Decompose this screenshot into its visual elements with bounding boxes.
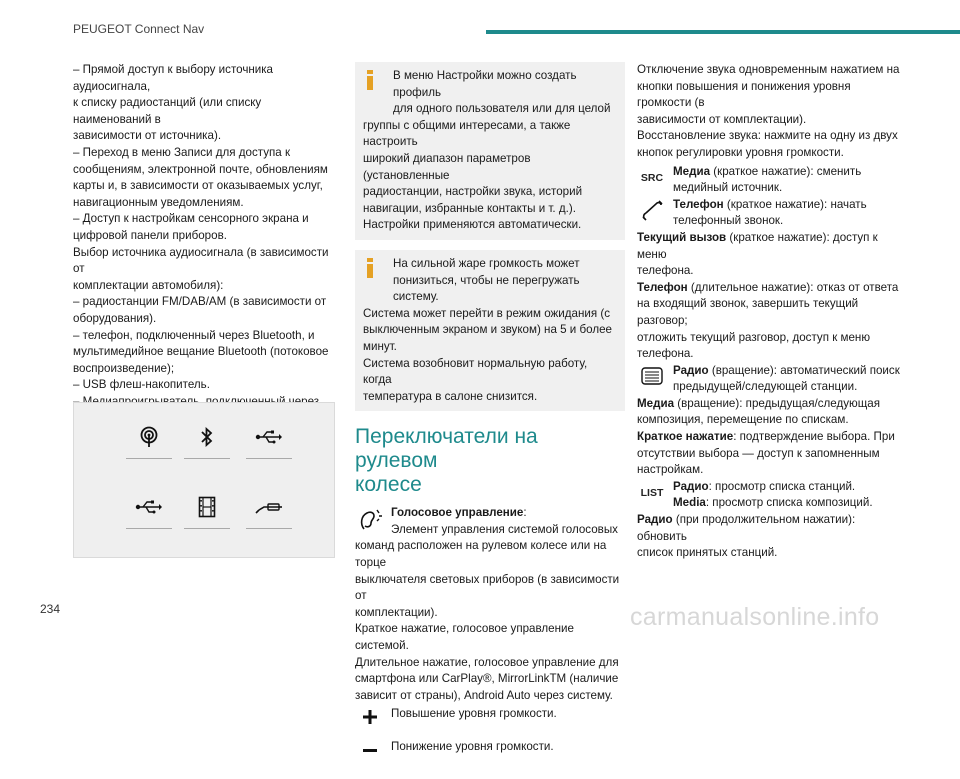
voice-text: выключателя световых приборов (в зависимости от [355, 572, 620, 603]
minus-icon [355, 749, 385, 779]
page-header-title: PEUGEOT Connect Nav [73, 22, 205, 36]
watermark: carmanualsonline.info [630, 603, 880, 631]
column-2 [355, 62, 625, 756]
section-title-line: Переключатели на рулевом [355, 425, 538, 473]
body-text-line: – Доступ к настройкам сенсорного экрана и [73, 212, 309, 226]
list-radio-text: Радио: просмотр списка станций. [673, 479, 856, 493]
body-text-line: мультимедийное вещание Bluetooth (потоковое [73, 345, 329, 359]
info-text: широкий диапазон параметров (установленные [363, 151, 531, 182]
src-item [637, 164, 907, 197]
body-text-line: Выбор источника аудиосигнала (в зависимости от [73, 245, 329, 276]
body-text-line: зависимости от источника). [73, 129, 222, 143]
info-box-settings [355, 62, 625, 240]
info-text: навигации, избранные контакты и т. д.). [363, 201, 576, 215]
body-text-line: навигационным уведомлениям. [73, 195, 244, 209]
info-icon [365, 258, 375, 278]
voice-colon: : [523, 506, 527, 520]
body-text-line: – радиостанции FM/DAB/AM (в зависимости от [73, 295, 327, 309]
radio-antenna-icon [126, 415, 172, 459]
column-1 [73, 62, 341, 460]
volume-up-item [355, 706, 625, 723]
bluetooth-icon [184, 415, 230, 459]
volume-down-item [355, 739, 625, 756]
src-text: Медиа (краткое нажатие): сменить [673, 164, 862, 178]
info-text: понизиться, чтобы не перегружать систему. [393, 273, 580, 304]
src-text: медийный источник. [673, 181, 783, 195]
info-text: выключенным экраном и звуком) на 5 и более [363, 323, 612, 337]
radio-text: предыдущей/следующей станции. [673, 380, 858, 394]
plus-icon [355, 710, 385, 740]
list-media-text: Media: просмотр списка композиций. [673, 496, 873, 510]
src-button-icon [637, 170, 667, 200]
info-text: Настройки применяются автоматически. [363, 218, 582, 232]
mute-text: кнопок регулировки уровня громкости. [637, 145, 844, 159]
aux-jack-icon [246, 485, 292, 529]
info-text: температура в салоне снизится. [363, 389, 538, 403]
body-text-line: – USB флеш-накопитель. [73, 378, 210, 392]
voice-text: комплектации). [355, 605, 438, 619]
media-text: Медиа (вращение): предыдущая/следующая [637, 396, 881, 410]
voice-control-item [355, 505, 625, 704]
header-accent-bar [486, 30, 960, 34]
body-text-line: – Прямой доступ к выбору источника аудиосигнала, [73, 63, 274, 93]
voice-text: Элемент управления системой голосовых [391, 522, 618, 536]
phone-long-text: отложить текущий разговор, доступ к меню [637, 330, 871, 344]
info-icon [365, 70, 375, 90]
mute-text: зависимости от комплектации). [637, 112, 807, 126]
body-text-line: карты и, в зависимости от оказываемых услуг, [73, 179, 323, 193]
short-press-text: Краткое нажатие: подтверждение выбора. При [637, 430, 895, 444]
voice-label: Голосовое управление [391, 506, 524, 520]
usb-icon [246, 415, 292, 459]
body-text-line: сообщениям, электронной почте, обновлениям [73, 162, 328, 176]
phone-long-text: Телефон (длительное нажатие): отказ от ответа [637, 280, 899, 294]
phone-text: Телефон (краткое нажатие): начать [673, 197, 867, 211]
voice-text: команд расположен на рулевом колесе или на торце [355, 539, 607, 570]
info-text: В меню Настройки можно создать профиль [393, 69, 577, 99]
body-text-line: комплектации автомобиля): [73, 278, 224, 292]
voice-command-icon [355, 507, 385, 537]
column-3 [637, 62, 907, 562]
mute-text: кнопки повышения и понижения уровня громкости (в [637, 79, 851, 110]
voice-heading [355, 505, 625, 522]
voice-text: Краткое нажатие, голосовое управление системой. [355, 622, 574, 653]
info-text: радиостанции, настройки звука, историй [363, 185, 583, 199]
section-title [355, 425, 625, 497]
info-box-heat [355, 250, 625, 411]
phone-text: телефонный звонок. [673, 214, 784, 228]
page-number: 234 [40, 602, 61, 616]
phone-icon [637, 199, 667, 229]
volume-down-text: Понижение уровня громкости. [391, 740, 554, 753]
section-title-line: колесе [355, 473, 422, 497]
info-text: На сильной жаре громкость может [393, 256, 580, 270]
radio-text: Радио (вращение): автоматический поиск [673, 363, 900, 377]
src-tag: SRC [640, 171, 664, 184]
short-press-text: отсутствии выбора — доступ к запомненным [637, 446, 880, 460]
body-text-line: воспроизведение); [73, 361, 175, 375]
long-radio-text: Радио (при продолжительном нажатии): обновить [637, 513, 856, 543]
current-call-text: телефона. [637, 264, 694, 278]
video-film-icon [184, 485, 230, 529]
body-text-line: цифровой панели приборов. [73, 228, 227, 242]
current-call-text: Текущий вызов (краткое нажатие): доступ к меню [637, 230, 878, 261]
voice-text: Длительное нажатие, голосовое управление для [355, 655, 619, 669]
list-button-icon [637, 485, 667, 515]
thumbwheel-icon [637, 367, 667, 397]
mute-text: Отключение звука одновременным нажатием на [637, 63, 900, 76]
voice-text: зависит от страны), Android Auto через систему. [355, 688, 613, 702]
body-text-line: – телефон, подключенный через Bluetooth, и [73, 328, 315, 342]
long-radio-text: список принятых станций. [637, 546, 778, 560]
body-text-line: оборудования). [73, 311, 157, 325]
list-item [637, 479, 907, 512]
short-press-text: настройкам. [637, 463, 704, 477]
body-text-line: – Переход в меню Записи для доступа к [73, 145, 291, 159]
phone-item [637, 197, 907, 230]
thumbwheel-item [637, 363, 907, 396]
media-text: композиция, перемещение по спискам. [637, 413, 849, 427]
body-text-line: к списку радиостанций (или списку наименований в [73, 96, 262, 126]
source-icon-panel [73, 402, 335, 558]
info-text: Система возобновит нормальную работу, когда [363, 356, 588, 387]
list-tag: LIST [640, 486, 664, 499]
info-text: Система может перейти в режим ожидания (с [363, 306, 611, 320]
usb-icon [126, 485, 172, 529]
info-text: минут. [363, 339, 397, 353]
phone-long-text: на входящий звонок, завершить текущий разговор; [637, 297, 859, 327]
mute-text: Восстановление звука: нажмите на одну из двух [637, 129, 898, 143]
phone-long-text: телефона. [637, 347, 694, 361]
info-text: для одного пользователя или для целой [393, 102, 611, 116]
volume-up-text: Повышение уровня громкости. [391, 707, 557, 721]
voice-text: смартфона или CarPlay®, MirrorLinkTM (наличие [355, 672, 619, 686]
info-text: группы с общими интересами, а также настроить [363, 118, 571, 149]
